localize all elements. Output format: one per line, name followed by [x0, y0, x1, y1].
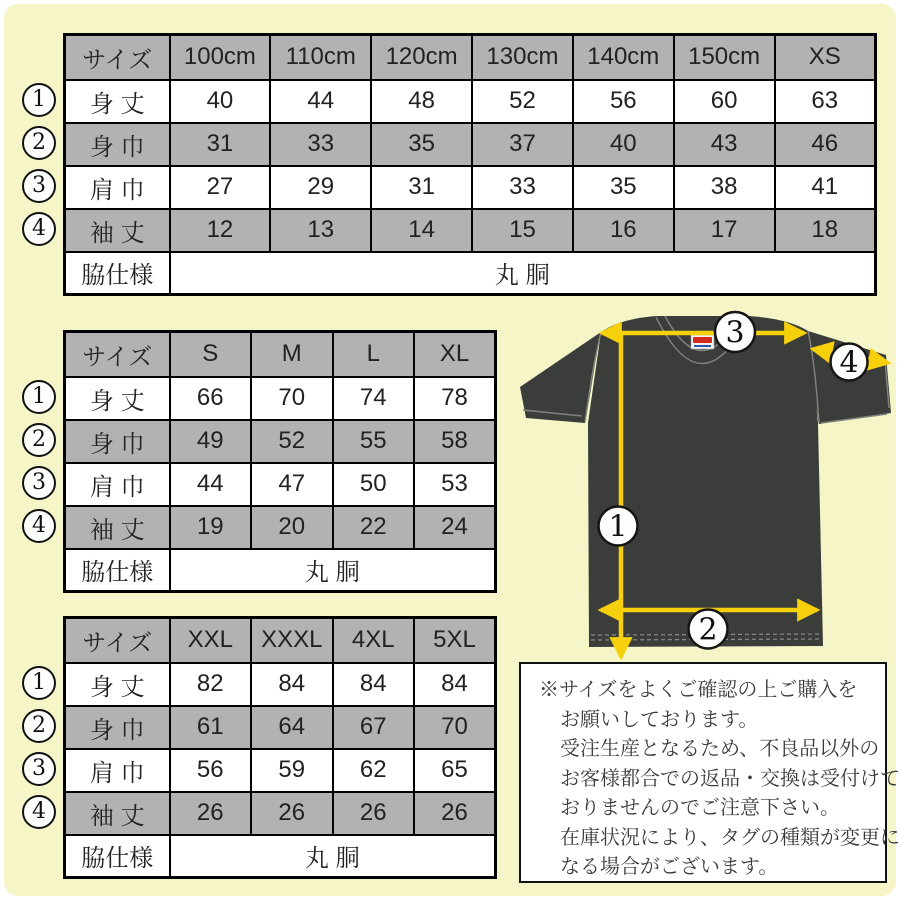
footer-value: 丸 胴: [170, 252, 876, 295]
footer-label: 脇仕様: [65, 835, 170, 878]
marker-number-1: 1: [608, 509, 628, 545]
size-cell: 43: [674, 123, 775, 166]
row-marker-circle: 4: [22, 212, 56, 246]
size-cell: 84: [251, 663, 333, 706]
tshirt-diagram: [505, 310, 900, 668]
row-marker-circle: 3: [22, 752, 56, 786]
notice-line: お願いしております。: [560, 708, 759, 731]
size-cell: 48: [371, 80, 472, 123]
size-cell: 70: [414, 706, 496, 749]
size-cell: 46: [775, 123, 876, 166]
size-cell: 31: [371, 166, 472, 209]
size-cell: 26: [251, 792, 333, 835]
row-label: 肩 巾: [65, 463, 170, 506]
size-cell: 64: [251, 706, 333, 749]
notice-line: おりませんのでご注意下さい。: [560, 797, 840, 819]
notice-line: 在庫状況により、タグの種類が変更に: [560, 826, 900, 849]
row-label: 肩 巾: [65, 166, 170, 209]
header-cell: 120cm: [371, 35, 472, 80]
size-cell: 53: [414, 463, 496, 506]
row-marker-circle: 1: [22, 380, 56, 414]
header-cell: M: [251, 332, 333, 377]
row-label: 身 丈: [65, 80, 170, 123]
header-cell: XS: [775, 35, 876, 80]
notice-line: ※サイズをよくご確認の上ご購入を: [539, 679, 858, 701]
size-cell: 52: [472, 80, 573, 123]
size-cell: 37: [472, 123, 573, 166]
size-cell: 33: [472, 166, 573, 209]
row-marker-circle: 2: [22, 423, 56, 457]
header-cell: XXXL: [251, 618, 333, 663]
row-label: 肩 巾: [65, 749, 170, 792]
notice-line: 受注生産となるため、不良品以外の: [560, 738, 880, 760]
size-cell: 16: [573, 209, 674, 252]
size-cell: 56: [170, 749, 252, 792]
marker-number-3: 3: [725, 315, 745, 351]
row-label: 袖 丈: [65, 792, 170, 835]
size-cell: 40: [170, 80, 271, 123]
size-cell: 26: [333, 792, 415, 835]
size-cell: 84: [414, 663, 496, 706]
header-cell: 100cm: [170, 35, 271, 80]
size-table-plus: [63, 616, 497, 879]
row-marker-circle: 3: [22, 169, 56, 203]
notice-line: なる場合がございます。: [560, 856, 779, 878]
size-cell: 61: [170, 706, 252, 749]
row-label: 身 丈: [65, 663, 170, 706]
size-cell: 19: [170, 506, 252, 549]
size-cell: 50: [333, 463, 415, 506]
size-cell: 59: [251, 749, 333, 792]
size-cell: 47: [251, 463, 333, 506]
size-cell: 26: [414, 792, 496, 835]
size-cell: 41: [775, 166, 876, 209]
size-cell: 14: [371, 209, 472, 252]
size-cell: 49: [170, 420, 252, 463]
row-label: 袖 丈: [65, 209, 170, 252]
size-cell: 56: [573, 80, 674, 123]
header-cell: 150cm: [674, 35, 775, 80]
size-table-adult: [63, 330, 497, 593]
tshirt-left-sleeve: [520, 332, 601, 423]
size-cell: 38: [674, 166, 775, 209]
notice-line: お客様都合での返品・交換は受付けて: [560, 767, 900, 790]
size-cell: 15: [472, 209, 573, 252]
purchase-notice-box: [519, 662, 900, 883]
size-cell: 62: [333, 749, 415, 792]
row-label: 袖 丈: [65, 506, 170, 549]
header-cell: XL: [414, 332, 496, 377]
size-cell: 40: [573, 123, 674, 166]
size-cell: 35: [371, 123, 472, 166]
size-cell: 84: [333, 663, 415, 706]
size-cell: 58: [414, 420, 496, 463]
header-cell: L: [333, 332, 415, 377]
row-marker-circle: 3: [22, 466, 56, 500]
size-table-block-adult: [32, 330, 497, 593]
row-marker-circle: 1: [22, 83, 56, 117]
marker-number-4: 4: [839, 345, 859, 381]
footer-value: 丸 胴: [170, 549, 496, 592]
size-cell: 27: [170, 166, 271, 209]
size-cell: 13: [270, 209, 371, 252]
size-cell: 74: [333, 377, 415, 420]
header-cell: サイズ: [65, 618, 170, 663]
footer-value: 丸 胴: [170, 835, 496, 878]
size-table-block-kids: [32, 33, 877, 296]
header-cell: 140cm: [573, 35, 674, 80]
header-cell: 130cm: [472, 35, 573, 80]
footer-label: 脇仕様: [65, 549, 170, 592]
size-cell: 78: [414, 377, 496, 420]
header-cell: 4XL: [333, 618, 415, 663]
size-chart-sheet: [4, 4, 900, 896]
size-table-block-plus: [32, 616, 497, 879]
header-cell: S: [170, 332, 252, 377]
size-cell: 20: [251, 506, 333, 549]
size-table-kids: [63, 33, 877, 296]
header-cell: 110cm: [270, 35, 371, 80]
row-label: 身 丈: [65, 377, 170, 420]
size-cell: 63: [775, 80, 876, 123]
size-cell: 12: [170, 209, 271, 252]
size-cell: 65: [414, 749, 496, 792]
size-cell: 26: [170, 792, 252, 835]
size-cell: 29: [270, 166, 371, 209]
row-label: 身 巾: [65, 123, 170, 166]
header-cell: 5XL: [414, 618, 496, 663]
row-marker-circle: 1: [22, 666, 56, 700]
size-cell: 66: [170, 377, 252, 420]
size-cell: 44: [270, 80, 371, 123]
size-cell: 52: [251, 420, 333, 463]
size-cell: 82: [170, 663, 252, 706]
size-cell: 67: [333, 706, 415, 749]
size-cell: 70: [251, 377, 333, 420]
row-label: 身 巾: [65, 420, 170, 463]
row-marker-circle: 2: [22, 709, 56, 743]
size-cell: 60: [674, 80, 775, 123]
row-marker-circle: 4: [22, 509, 56, 543]
marker-number-2: 2: [698, 612, 718, 648]
header-cell: XXL: [170, 618, 252, 663]
row-marker-circle: 2: [22, 126, 56, 160]
size-cell: 18: [775, 209, 876, 252]
size-cell: 55: [333, 420, 415, 463]
size-cell: 33: [270, 123, 371, 166]
size-cell: 35: [573, 166, 674, 209]
brand-tag: [691, 335, 714, 349]
footer-label: 脇仕様: [65, 252, 170, 295]
row-marker-circle: 4: [22, 795, 56, 829]
header-cell: サイズ: [65, 35, 170, 80]
size-cell: 44: [170, 463, 252, 506]
size-cell: 22: [333, 506, 415, 549]
size-cell: 24: [414, 506, 496, 549]
size-cell: 31: [170, 123, 271, 166]
header-cell: サイズ: [65, 332, 170, 377]
size-cell: 17: [674, 209, 775, 252]
row-label: 身 巾: [65, 706, 170, 749]
